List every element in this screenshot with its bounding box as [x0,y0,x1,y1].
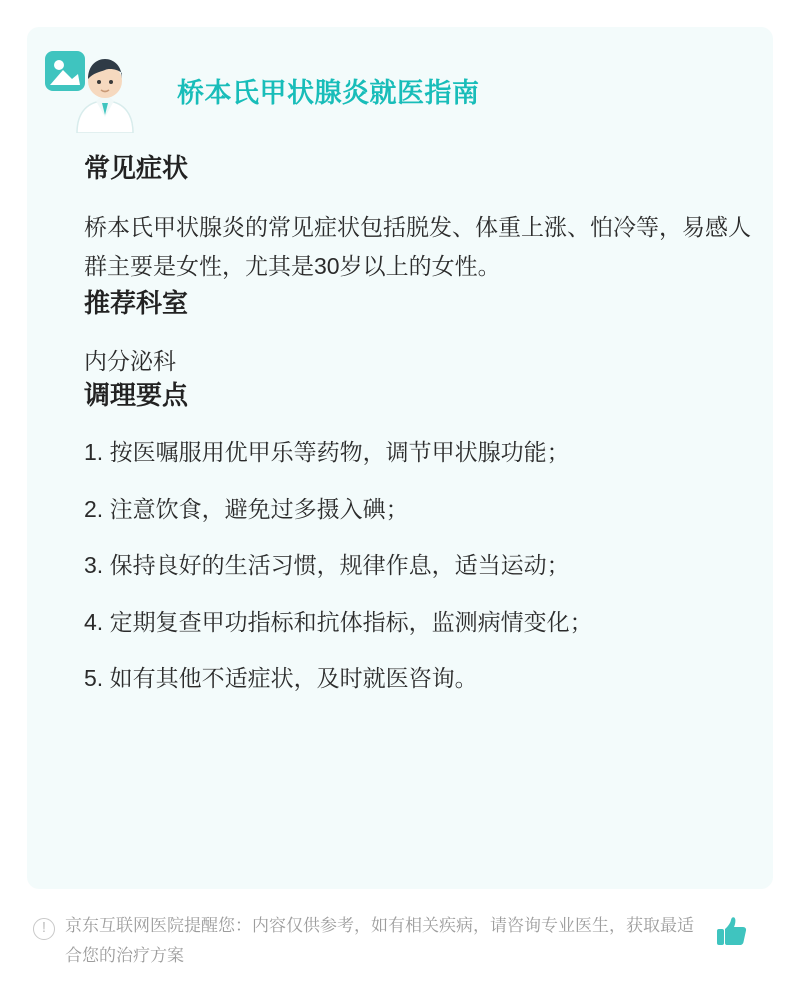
info-circle-icon [33,918,55,940]
list-item: 5. 如有其他不适症状，及时就医咨询。 [84,665,478,692]
doctor-avatar-icon [39,45,147,133]
section-heading-symptoms: 常见症状 [84,153,189,183]
guide-content [84,152,754,718]
tips-list [84,435,754,696]
list-item: 2. 注意饮食，避免过多摄入碘； [84,495,409,522]
section-heading-tips: 调理要点 [84,380,189,411]
section-heading-department: 推荐科室 [84,287,189,318]
thumbs-up-icon[interactable] [711,911,753,953]
guide-card [27,27,773,889]
footer-disclaimer-bar [27,905,773,969]
list-item: 3. 保持良好的生活习惯，规律作息，适当运动； [84,552,570,579]
section-body-department: 内分泌科 [84,347,176,374]
section-body-symptoms: 桥本氏甲状腺炎的常见症状包括脱发、体重上涨、怕冷等，易感人群主要是女性，尤其是30岁以上的女性。 [84,213,751,280]
page-title: 桥本氏甲状腺炎就医指南 [177,78,480,108]
footer-disclaimer-text: 京东互联网医院提醒您：内容仅供参考，如有相关疾病，请咨询专业医生，获取最适合您的治疗方案 [65,916,694,965]
list-item: 4. 定期复查甲功指标和抗体指标，监测病情变化； [84,608,593,635]
list-item: 1. 按医嘱服用优甲乐等药物，调节甲状腺功能； [84,439,570,466]
